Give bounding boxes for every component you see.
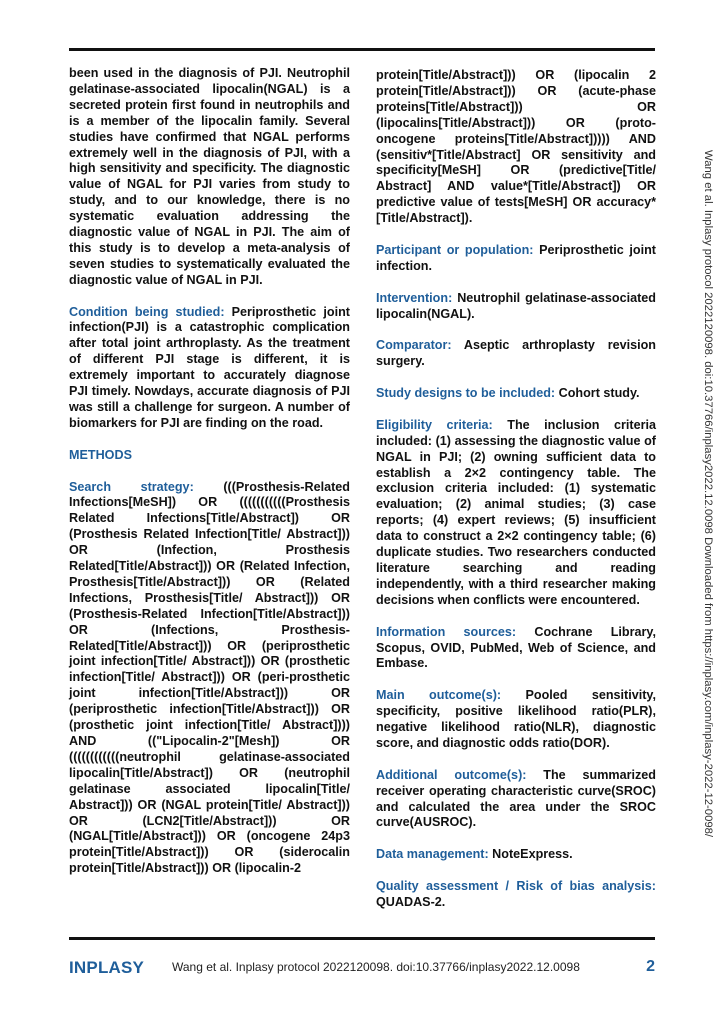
page-number: 2 — [646, 958, 655, 975]
condition-section — [69, 305, 350, 432]
inplasy-logo: INPLASY — [69, 958, 145, 977]
participant-section — [376, 243, 656, 275]
main-outcomes-section — [376, 688, 656, 752]
intro-paragraph: been used in the diagnosis of PJI. Neutrophil gelatinase-associated lipocalin(NGAL) is a secreted protein first found in neutrophils and is a member of the lipocalin family. Several studies have confirmed that NGAL performs extremely well in the diagnosis of PJI, with a high sensitivity and specificity. The diagnostic value of NGAL for PJI varies from study to study, and to our knowledge, there is no systematic evaluation addressing the diagnostic value of NGAL in PJI. The aim of this study is to develop a meta-analysis of seven studies to systematically evaluated the diagnostic value of NGAL in PJI. — [69, 66, 350, 287]
section-text: Aseptic arthroplasty revision surgery. — [376, 338, 656, 369]
section-text: QUADAS-2. — [376, 894, 446, 909]
section-text: NoteExpress. — [488, 847, 573, 862]
page-footer — [69, 958, 655, 978]
section-text: The inclusion criteria included: (1) assessing the diagnostic value of NGAL in PJI; (2) owning sufficient data to establish a 2×2 contingency table. The exclusion criteria included: (1) systematic evaluation; (2) animal studies; (3) case reports; (4) expert reviews; (5) insufficient data to construct a 2×2 contingency table; (6) duplicate studies. Two researchers conducted literature searching and reading independently, with a third researcher making decisions when conflicts were encountered. — [376, 417, 656, 607]
information-sources-section — [376, 625, 656, 673]
section-label: Comparator: — [376, 338, 452, 353]
section-text: Periprosthetic joint infection. — [376, 242, 656, 273]
section-text: Neutrophil gelatinase-associated lipocalin(NGAL). — [376, 290, 656, 321]
top-rule — [69, 48, 655, 51]
study-designs-section — [376, 386, 656, 402]
methods-heading: METHODS — [69, 447, 132, 462]
section-label: Participant or population: — [376, 242, 534, 257]
condition-text: Periprosthetic joint infection(PJI) is a catastrophic complication after total joint arthroplasty. As the treatment of different PJI stage is different, it is extremely important to accurately diagnose PJI timely. Nowdays, accurate diagnosis of PJI was still a challenge for surgeon. A number of biomarkers for PJI are finding on the road. — [69, 304, 350, 430]
watermark-text: Wang et al. Inplasy protocol 2022120098. doi:10.37766/inplasy2022.12.0098 Downloaded from https://inplasy.com/inplasy-2022-12-0098/ — [702, 150, 714, 838]
comparator-section — [376, 338, 656, 370]
section-text: The summarized receiver operating characteristic curve(SROC) and calculated the area under the SROC curve(AUSROC). — [376, 767, 656, 830]
search-strategy-label: Search strategy: — [69, 479, 194, 494]
eligibility-section — [376, 418, 656, 609]
section-text: Cochrane Library, Scopus, OVID, PubMed, Web of Science, and Embase. — [376, 624, 656, 671]
condition-label: Condition being studied: — [69, 304, 225, 319]
section-text: Pooled sensitivity, specificity, positive likelihood ratio(PLR), negative likelihood ratio(NLR), diagnostic score, and diagnostic odds ratio(DOR). — [376, 688, 657, 750]
section-label: Eligibility criteria: — [376, 417, 493, 432]
section-label: Quality assessment / Risk of bias analysis: — [376, 879, 656, 894]
section-text: Cohort study. — [555, 386, 640, 401]
search-strategy-text: (((Prosthesis-Related Infections[MeSH]) OR (((((((((((Prosthesis Related Infections[Title/Abstract]) OR (Prosthesis Related Infection[Title/ Abstract])) OR (Infection, Prosthesis Related[Title/Abstract])) OR (Related Infection, Prosthesis[Title/Abstract])) OR (Related Infections, Prosthesis[Title/ Abstract])) OR (Prosthesis-Related Infection[Title/Abstract])) OR (Infections, Prosthesis-Related[Title/Abstract])) OR (periprosthetic joint infection[Title/ Abstract])) OR (prosthetic infection[Title/ Abstract])) OR (peri-prosthetic joint infection[Title/Abstract])) OR (periprosthetic infection[Title/Abstract])) OR (prosthetic joint infection[Title/ Abstract]))) AND (("Lipocalin-2"[Mesh]) OR ((((((((((((neutrophil gelatinase-associated lipocalin[Title/Abstract]) OR (neutrophil gelatinase associated lipocalin[Title/ Abstract])) OR (NGAL protein[Title/ Abstract])) OR (LCN2[Title/Abstract])) OR (NGAL[Title/Abstract])) OR (oncogene 24p3 protein[Title/Abstract])) OR (siderocalin protein[Title/Abstract])) OR (lipocalin-2 — [69, 479, 350, 876]
section-label: Information sources: — [376, 624, 517, 639]
search-strategy-continued: protein[Title/Abstract])) OR (lipocalin 2 protein[Title/Abstract])) OR (acute-phase proteins[Title/Abstract])) OR (lipocalins[Title/Abstract])) OR (proto-oncogene proteins[Title/Abstract])))) AND (sensitiv*[Title/Abstract] OR sensitivity and specificity[MeSH] OR (predictive[Title/ Abstract] AND value*[Title/Abstract]) OR predictive value of tests[MeSH] OR accuracy*[Title/Abstract]). — [376, 68, 656, 226]
download-watermark — [700, 150, 716, 910]
data-management-section — [376, 847, 656, 863]
quality-assessment-section — [376, 879, 656, 911]
section-label: Additional outcome(s): — [376, 767, 527, 782]
footer-citation: Wang et al. Inplasy protocol 2022120098. doi:10.37766/inplasy2022.12.0098 — [172, 960, 580, 974]
search-strategy-section — [69, 480, 350, 878]
intervention-section — [376, 291, 656, 323]
section-label: Data management: — [376, 847, 489, 862]
right-column — [376, 68, 656, 927]
additional-outcomes-section — [376, 768, 656, 832]
bottom-rule — [69, 937, 655, 940]
section-label: Intervention: — [376, 290, 453, 305]
section-label: Main outcome(s): — [376, 688, 502, 703]
section-label: Study designs to be included: — [376, 386, 556, 401]
left-column — [69, 66, 350, 893]
